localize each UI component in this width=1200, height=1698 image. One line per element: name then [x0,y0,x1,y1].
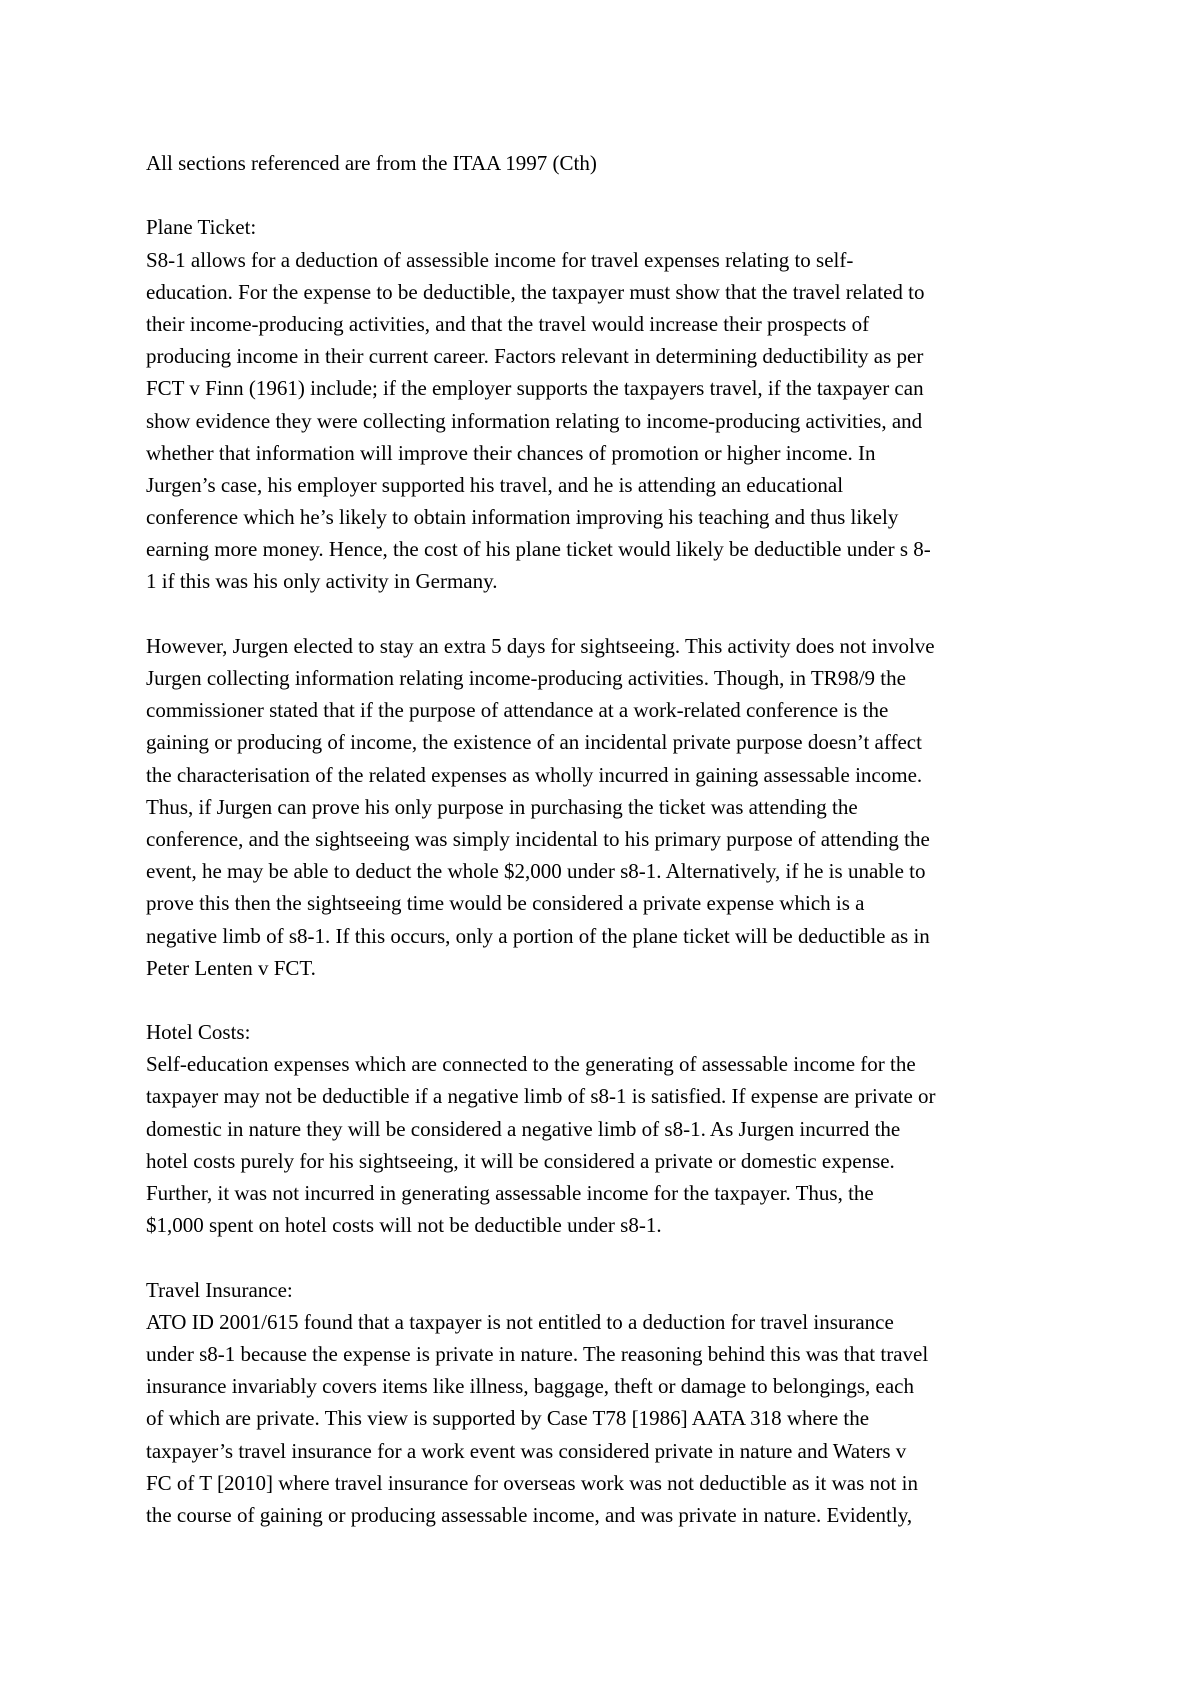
text-line: ATO ID 2001/615 found that a taxpayer is not entitled to a deduction for travel insurance [146,1309,894,1334]
text-line: However, Jurgen elected to stay an extra 5 days for sightseeing. This activity does not involve [146,633,935,658]
text-line: FC of T [2010] where travel insurance for overseas work was not deductible as it was not in [146,1470,918,1495]
text-line: education. For the expense to be deductible, the taxpayer must show that the travel related to [146,279,925,304]
text-line: 1 if this was his only activity in Germany. [146,569,498,594]
text-line: commissioner stated that if the purpose of attendance at a work-related conference is the [146,698,889,723]
text-line: show evidence they were collecting information relating to income-producing activities, and [146,408,923,433]
text-line: under s8-1 because the expense is private in nature. The reasoning behind this was that travel [146,1341,929,1366]
text-line: insurance invariably covers items like illness, baggage, theft or damage to belongings, each [146,1374,915,1399]
text-line: domestic in nature they will be considered a negative limb of s8-1. As Jurgen incurred the [146,1116,901,1141]
text-line: conference, and the sightseeing was simply incidental to his primary purpose of attending the [146,826,930,851]
section-heading: Plane Ticket: [146,215,257,240]
text-line: the characterisation of the related expenses as wholly incurred in gaining assessable income. [146,762,923,787]
text-line: of which are private. This view is supported by Case T78 [1986] AATA 318 where the [146,1406,870,1431]
text-line: whether that information will improve their chances of promotion or higher income. In [146,440,876,465]
intro-line: All sections referenced are from the ITAA 1997 (Cth) [146,151,597,175]
text-line: Jurgen collecting information relating income-producing activities. Though, in TR98/9 the [146,666,906,690]
text-line: Further, it was not incurred in generating assessable income for the taxpayer. Thus, the [146,1181,874,1205]
blank-line [146,598,1086,630]
text-line: FCT v Finn (1961) include; if the employer supports the taxpayers travel, if the taxpayer can [146,376,924,401]
text-line: Peter Lenten v FCT. [146,955,316,980]
text-line: Jurgen’s case, his employer supported his travel, and he is attending an educational [146,472,844,497]
text-line: the course of gaining or producing assessable income, and was private in nature. Evidently, [146,1502,913,1527]
document-body [146,147,1086,1531]
section-heading: Travel Insurance: [146,1277,293,1302]
text-line: taxpayer may not be deductible if a negative limb of s8-1 is satisfied. If expense are private or [146,1084,936,1109]
text-line: earning more money. Hence, the cost of his plane ticket would likely be deductible under s 8- [146,537,931,562]
text-line: gaining or producing of income, the existence of an incidental private purpose doesn’t affect [146,730,922,755]
paragraph [146,630,1086,984]
text-line: their income-producing activities, and that the travel would increase their prospects of [146,311,870,336]
paragraph [146,1048,1086,1241]
blank-line [146,1241,1086,1273]
blank-line [146,984,1086,1016]
text-line: Thus, if Jurgen can prove his only purpose in purchasing the ticket was attending the [146,794,858,819]
text-line: hotel costs purely for his sightseeing, it will be considered a private or domestic expense. [146,1148,895,1173]
text-line: $1,000 spent on hotel costs will not be deductible under s8-1. [146,1213,662,1238]
section-heading: Hotel Costs: [146,1020,251,1045]
blank-line [146,179,1086,211]
paragraph [146,1306,1086,1531]
text-line: taxpayer’s travel insurance for a work event was considered private in nature and Waters v [146,1438,907,1463]
text-line: S8-1 allows for a deduction of assessible income for travel expenses relating to self- [146,247,854,272]
text-line: Self-education expenses which are connected to the generating of assessable income for the [146,1052,916,1077]
text-line: conference which he’s likely to obtain information improving his teaching and thus likely [146,505,899,530]
text-line: event, he may be able to deduct the whole $2,000 under s8-1. Alternatively, if he is unable to [146,859,926,884]
text-line: prove this then the sightseeing time would be considered a private expense which is a [146,891,865,916]
text-line: producing income in their current career. Factors relevant in determining deductibility as per [146,344,924,369]
text-line: negative limb of s8-1. If this occurs, only a portion of the plane ticket will be deductible as in [146,923,930,948]
paragraph [146,244,1086,598]
